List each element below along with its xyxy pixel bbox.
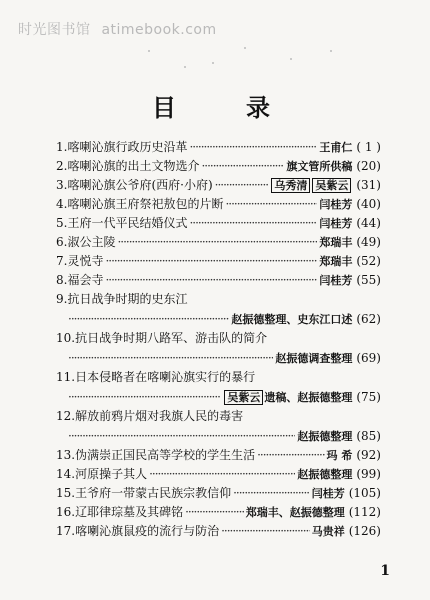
scan-speck [330, 50, 332, 52]
entry-author [223, 388, 352, 408]
entry-author: 赵振德整理 [297, 468, 353, 481]
entry-author: 马贵祥 [311, 525, 345, 538]
leader-dots [68, 348, 273, 368]
leader-dots [149, 465, 295, 484]
toc-entry-heading [56, 407, 381, 426]
entry-page: (55) [356, 273, 381, 287]
entry-title: 12.解放前鸦片烟对我旗人民的毒害 [56, 409, 244, 423]
entry-page: (126) [348, 524, 381, 538]
leader-dots [225, 195, 317, 214]
entry-page: (92) [356, 448, 381, 462]
watermark-url: atimebook.com [101, 22, 217, 38]
toc-entry [56, 195, 381, 214]
entry-author: 郑瑞丰 [319, 255, 353, 268]
scan-speck [148, 50, 150, 52]
entry-author: 闫桂芳 [319, 274, 353, 287]
entry-title: 15.王爷府一带蒙古民族宗教信仰 [56, 486, 232, 500]
toc-entry-heading [56, 329, 381, 348]
entry-title: 13.伪满崇正国民高等学校的学生生活 [56, 448, 256, 462]
leader-dots [68, 387, 221, 407]
table-of-contents [56, 138, 381, 541]
toc-entry [56, 252, 381, 271]
toc-entry [56, 465, 381, 484]
leader-dots [68, 426, 295, 446]
boxed-author-name: 吴紫云 [224, 390, 263, 405]
toc-entry-detail [56, 348, 381, 368]
entry-page: (69) [356, 351, 381, 365]
entry-title: 8.福会寺 [56, 273, 104, 287]
entry-page: (40) [356, 197, 381, 211]
leader-dots [189, 138, 317, 157]
watermark [18, 19, 217, 39]
entry-author: 郑瑞丰、赵振德整理 [245, 506, 345, 519]
entry-author: 旗文管所供稿 [286, 160, 353, 173]
leader-dots [221, 522, 310, 541]
boxed-author-name: 乌秀清 [271, 178, 310, 193]
leader-dots [185, 503, 244, 522]
boxed-author-name: 吴紫云 [312, 178, 351, 193]
scan-speck [184, 66, 186, 68]
scan-speck [212, 62, 214, 64]
entry-page: (85) [356, 429, 381, 443]
entry-author: 王甫仁 [319, 141, 353, 154]
entry-title: 1.喀喇沁旗行政历史沿革 [56, 140, 188, 154]
entry-page: (31) [356, 178, 381, 192]
entry-author: 赵振德调查整理 [275, 352, 353, 365]
entry-title: 4.喀喇沁旗王府祭祀敖包的片断 [56, 197, 224, 211]
title-right-char: 录 [246, 93, 278, 122]
watermark-name: 时光图书馆 [18, 22, 91, 38]
entry-page: (20) [356, 159, 381, 173]
toc-entry [56, 176, 381, 195]
entry-author: 郑瑞丰 [319, 236, 353, 249]
entry-title: 6.淑公主陵 [56, 235, 116, 249]
entry-page: (62) [356, 312, 381, 326]
author-note: 遗稿、赵振德整理 [264, 391, 353, 404]
entry-author: 赵振德整理 [297, 430, 353, 443]
entry-title: 7.灵悦寺 [56, 254, 104, 268]
entry-page: (105) [348, 486, 381, 500]
toc-entry [56, 138, 381, 157]
entry-page: ( 1 ) [356, 140, 381, 154]
toc-entry [56, 522, 381, 541]
toc-entry [56, 214, 381, 233]
entry-author: 闫桂芳 [311, 487, 345, 500]
leader-dots [257, 446, 324, 465]
page-number: 1 [380, 563, 390, 579]
entry-page: (52) [356, 254, 381, 268]
toc-entry [56, 446, 381, 465]
entry-author: 闫桂芳 [319, 198, 353, 211]
entry-title: 17.喀喇沁旗鼠疫的流行与防治 [56, 524, 220, 538]
entry-author: 闫桂芳 [319, 217, 353, 230]
title-left-char: 目 [152, 93, 184, 122]
leader-dots [233, 484, 310, 503]
entry-author [270, 176, 352, 195]
entry-title: 10.抗日战争时期八路军、游击队的简介 [56, 331, 268, 345]
toc-entry [56, 271, 381, 290]
entry-title: 2.喀喇沁旗的出土文物选介 [56, 159, 200, 173]
scan-speck [290, 58, 292, 60]
leader-dots [215, 176, 269, 195]
leader-dots [105, 252, 317, 271]
toc-entry-detail [56, 387, 381, 407]
entry-page: (112) [348, 505, 381, 519]
toc-entry [56, 157, 381, 176]
toc-entry [56, 484, 381, 503]
toc-entry-heading [56, 368, 381, 387]
entry-page: (75) [356, 390, 381, 404]
toc-entry-heading [56, 290, 381, 309]
scan-speck [244, 47, 246, 49]
entry-title: 9.抗日战争时期的史东江 [56, 292, 188, 306]
entry-title: 11.日本侵略者在喀喇沁旗实行的暴行 [56, 370, 256, 384]
toc-entry-detail [56, 309, 381, 329]
leader-dots [105, 271, 317, 290]
entry-title: 16.辽耶律琮墓及其碑铭 [56, 505, 184, 519]
entry-title: 5.王府一代平民结婚仪式 [56, 216, 188, 230]
leader-dots [117, 233, 317, 252]
page-title [0, 88, 430, 123]
toc-entry [56, 233, 381, 252]
toc-entry [56, 503, 381, 522]
entry-page: (44) [356, 216, 381, 230]
entry-page: (49) [356, 235, 381, 249]
entry-page: (99) [356, 467, 381, 481]
entry-author: 玛 希 [326, 449, 353, 462]
entry-title: 3.喀喇沁旗公爷府(西府·小府) [56, 178, 213, 192]
leader-dots [189, 214, 317, 233]
entry-author: 赵振德整理、史东江口述 [231, 313, 353, 326]
leader-dots [68, 309, 229, 329]
leader-dots [201, 157, 284, 176]
toc-entry-detail [56, 426, 381, 446]
entry-title: 14.河原操子其人 [56, 467, 148, 481]
